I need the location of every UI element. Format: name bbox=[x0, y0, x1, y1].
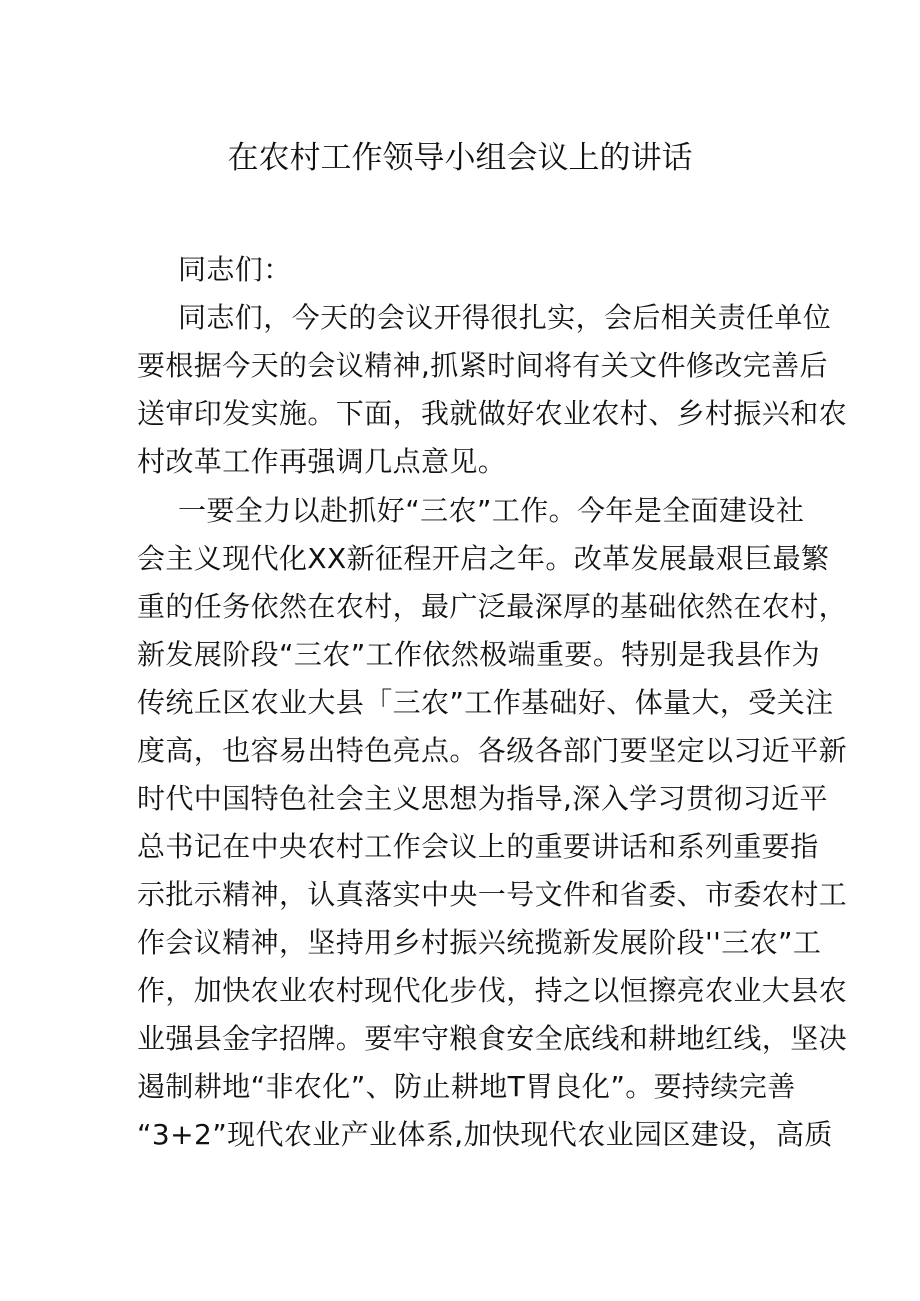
paragraph-1-line-3: 送审印发实施。下面，我就做好农业农村、乡村振兴和农 bbox=[137, 397, 848, 430]
document-title: 在农村工作领导小组会议上的讲话 bbox=[227, 140, 693, 176]
paragraph-2-line-12: 业强县金字招牌。要牢守粮食安全底线和耕地红线，坚决 bbox=[137, 1022, 848, 1055]
paragraph-2-line-8: 总书记在中央农村工作会议上的重要讲话和系列重要指 bbox=[137, 830, 819, 863]
paragraph-2-line-3: 重的任务依然在农村，最广泛最深厚的基础依然在农村， bbox=[137, 590, 848, 623]
paragraph-2-line-9: 示批示精神，认真落实中央一号文件和省委、市委农村工 bbox=[137, 878, 848, 911]
paragraph-2-line-11: 作，加快农业农村现代化步伐，持之以恒擦亮农业大县农 bbox=[137, 974, 848, 1007]
paragraph-2-line-13: 遏制耕地“非农化”、防止耕地T胃良化”。要持续完善 bbox=[137, 1070, 796, 1103]
paragraph-2-line-7: 时代中国特色社会主义思想为指导,深入学习贯彻习近平 bbox=[137, 782, 828, 815]
salutation: 同志们： bbox=[178, 253, 292, 286]
paragraph-1-line-1: 同志们，今天的会议开得很扎实，会后相关责任单位 bbox=[178, 301, 832, 334]
paragraph-2-line-5: 传统丘区农业大县「三农”工作基础好、体量大，受关注 bbox=[137, 686, 834, 719]
paragraph-2-line-2: 会主义现代化XX新征程开启之年。改革发展最艰巨最繁 bbox=[137, 542, 830, 575]
paragraph-2-line-1: 一要全力以赴抓好“三农”工作。今年是全面建设社 bbox=[178, 494, 805, 527]
paragraph-2-line-14: “3+2”现代农业产业体系,加快现代农业园区建设，高质 bbox=[137, 1118, 833, 1151]
paragraph-1-line-2: 要根据今天的会议精神,抓紧时间将有关文件修改完善后 bbox=[137, 349, 828, 382]
paragraph-2-line-10: 作会议精神，坚持用乡村振兴统揽新发展阶段''三农”工 bbox=[137, 926, 822, 959]
paragraph-2-line-6: 度高，也容易出特色亮点。各级各部门要坚定以习近平新 bbox=[137, 734, 848, 767]
paragraph-2-line-4: 新发展阶段“三农”工作依然极端重要。特别是我县作为 bbox=[137, 638, 821, 671]
paragraph-1-line-4: 村改革工作再强调几点意见。 bbox=[137, 445, 507, 478]
